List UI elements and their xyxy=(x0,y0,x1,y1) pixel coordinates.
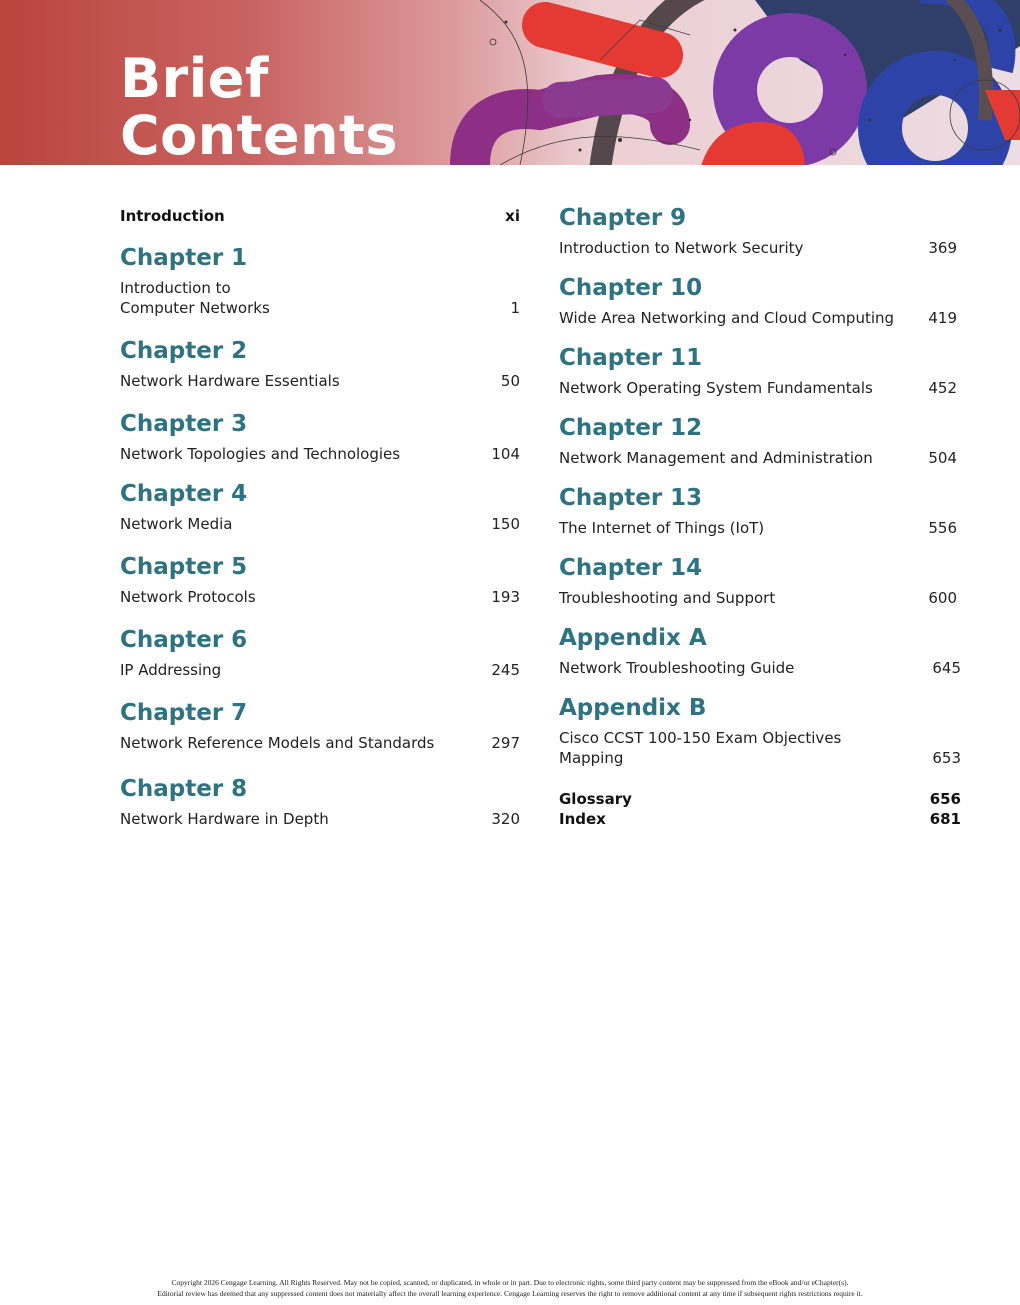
chapter-title: Network Reference Models and Standards xyxy=(120,734,435,752)
chapter-heading: Chapter 9 xyxy=(559,205,687,231)
chapter-title: Network Hardware in Depth xyxy=(120,810,329,828)
chapter-page: 419 xyxy=(928,309,957,327)
chapter-heading: Chapter 10 xyxy=(559,275,703,301)
chapter-title: IP Addressing xyxy=(120,661,222,679)
chapter-heading: Chapter 5 xyxy=(120,554,248,580)
chapter-page: 504 xyxy=(928,449,957,467)
chapter-title-line1: Introduction to xyxy=(120,279,231,297)
appendix-title-line2: Mapping xyxy=(559,749,624,767)
chapter-page: 320 xyxy=(491,810,520,828)
glossary-label: Glossary xyxy=(559,790,632,808)
chapter-title: Troubleshooting and Support xyxy=(559,589,776,607)
appendix-page: 653 xyxy=(932,749,961,767)
chapter-heading: Chapter 1 xyxy=(120,245,248,271)
chapter-page: 452 xyxy=(928,379,957,397)
chapter-page: 150 xyxy=(491,515,520,533)
chapter-page: 1 xyxy=(510,299,520,317)
chapter-page: 104 xyxy=(491,445,520,463)
chapter-page: 556 xyxy=(928,519,957,537)
header-banner xyxy=(0,0,1020,165)
chapter-heading: Chapter 8 xyxy=(120,776,248,802)
chapter-heading: Chapter 4 xyxy=(120,481,248,507)
chapter-heading: Chapter 6 xyxy=(120,627,248,653)
chapter-heading: Chapter 11 xyxy=(559,345,703,371)
appendix-heading: Appendix A xyxy=(559,625,707,651)
chapter-page: 600 xyxy=(928,589,957,607)
chapter-title: Network Topologies and Technologies xyxy=(120,445,401,463)
appendix-heading: Appendix B xyxy=(559,695,707,721)
appendix-page: 645 xyxy=(932,659,961,677)
glossary-page: 656 xyxy=(929,790,961,808)
chapter-heading: Chapter 7 xyxy=(120,700,248,726)
chapter-title: Network Management and Administration xyxy=(559,449,873,467)
chapter-title: The Internet of Things (IoT) xyxy=(559,519,765,537)
chapter-page: 50 xyxy=(500,372,520,390)
copyright-footer xyxy=(0,1277,1020,1299)
copyright-line2: Editorial review has deemed that any suppressed content does not materially affect the overall learning experience. Cengage Learning reserves the right to remove additional content at any time if subsequent rights restrictions require it. xyxy=(157,1289,863,1298)
chapter-title-line2: Computer Networks xyxy=(120,299,270,317)
page-title-line2: Contents xyxy=(120,104,399,165)
index-page: 681 xyxy=(929,810,961,828)
introduction-label: Introduction xyxy=(120,207,225,225)
chapter-heading: Chapter 14 xyxy=(559,555,703,581)
appendix-title-line1: Cisco CCST 100-150 Exam Objectives xyxy=(559,729,842,747)
chapter-title: Network Protocols xyxy=(120,588,256,606)
appendix-title: Network Troubleshooting Guide xyxy=(559,659,795,677)
copyright-line1: Copyright 2026 Cengage Learning. All Rights Reserved. May not be copied, scanned, or duplicated, in whole or in part. Due to electronic rights, some third party content may be suppressed from the eBook and/or eChapter(s). xyxy=(171,1278,849,1287)
page-title-line1: Brief xyxy=(120,47,269,110)
chapter-heading: Chapter 13 xyxy=(559,485,703,511)
page-title xyxy=(120,47,399,165)
chapter-title: Network Media xyxy=(120,515,233,533)
chapter-title: Network Hardware Essentials xyxy=(120,372,340,390)
chapter-heading: Chapter 3 xyxy=(120,411,248,437)
introduction-page: xi xyxy=(505,207,520,225)
chapter-title: Network Operating System Fundamentals xyxy=(559,379,873,397)
chapter-title: Introduction to Network Security xyxy=(559,239,804,257)
chapter-page: 369 xyxy=(928,239,957,257)
chapter-heading: Chapter 2 xyxy=(120,338,248,364)
chapter-title: Wide Area Networking and Cloud Computing xyxy=(559,309,895,327)
chapter-page: 193 xyxy=(491,588,520,606)
chapter-page: 245 xyxy=(491,661,520,679)
chapter-page: 297 xyxy=(491,734,520,752)
chapter-heading: Chapter 12 xyxy=(559,415,703,441)
index-label: Index xyxy=(559,810,606,828)
